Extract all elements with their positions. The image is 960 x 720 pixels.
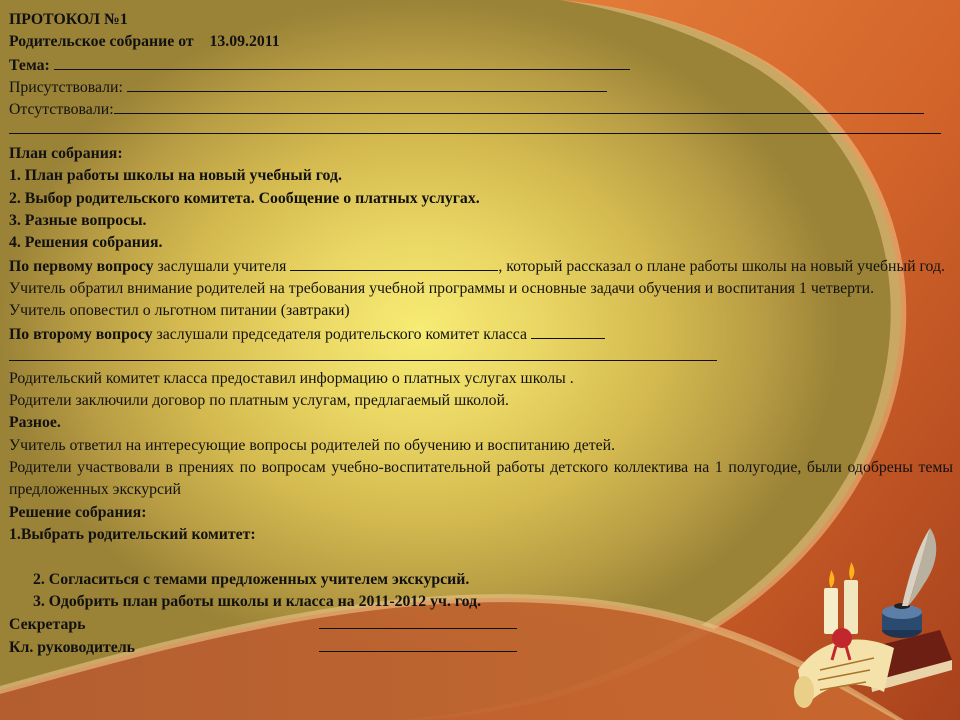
present-blank [127,76,607,92]
q2-text: заслушали председателя родительского комитет класса [156,325,528,343]
teacher-paragraph-2: Учитель оповестил о льготном питании (завтраки) [9,302,350,320]
decision-item-1: 1.Выбрать родительский комитет: [9,525,256,543]
absent-blank-line [9,121,953,143]
plan-item-3: 3. Разные вопросы. [9,212,147,230]
absent-blank [114,98,924,114]
q1-label: По первому вопросу [9,257,154,275]
class-teacher-label: Кл. руководитель [9,638,136,656]
plan-item-4: 4. Решения собрания. [9,234,163,252]
class-blank [531,323,605,339]
second-question-line [9,323,953,345]
absent-label: Отсутствовали: [9,101,114,119]
plan-heading: План собрания: [9,145,123,163]
topic-line [9,54,953,76]
misc-heading: Разное. [9,414,61,432]
secretary-signature-blank [319,613,517,629]
first-question-paragraph [9,255,953,278]
chairman-blank-line [9,345,953,367]
topic-blank [54,54,630,70]
contract-paragraph: Родители заключили договор по платным услугам, предлагаемый школой. [9,391,509,409]
plan-item-1: 1. План работы школы на новый учебный год. [9,167,342,185]
misc-paragraph-2: Родители участвовали в прениях по вопросам учебно-воспитательной работы детского коллектива на 1 полугодие, были одобрены темы предложенных экскурсий [9,458,953,499]
decision-heading: Решение собрания: [9,503,147,521]
present-label: Присутствовали: [9,79,123,97]
q1-text-b: , который рассказал о плане работы школы на новый учебный год. [498,257,945,275]
protocol-title: ПРОТОКОЛ №1 [9,11,128,28]
decision-item-2: 2. Согласиться с темами предложенных учителем экскурсий. [33,570,470,588]
q2-label: По второму вопросу [9,325,153,343]
q1-text-a: заслушали учителя [157,257,287,275]
meeting-date: 13.09.2011 [209,33,280,51]
meeting-date-line [9,31,953,53]
meeting-label: Родительское собрание от [9,33,194,51]
quill-inkwell-scroll-icon [790,520,960,720]
misc-paragraph-1: Учитель ответил на интересующие вопросы родителей по обучению и воспитанию детей. [9,436,616,454]
absent-line [9,98,953,120]
present-line [9,76,953,98]
decision-item-3: 3. Одобрить план работы школы и класса на 2011-2012 уч. год. [33,592,482,610]
topic-label: Тема: [9,56,50,74]
absent-blank-continued [9,121,941,134]
teacher-paragraph-1: Учитель обратил внимание родителей на требования учебной программы и основные задачи обучения и воспитания 1 четверти. [9,280,875,298]
teacher-name-blank [290,255,498,271]
committee-paragraph: Родительский комитет класса предоставил информацию о платных услугах школы . [9,369,574,387]
secretary-label: Секретарь [9,616,86,634]
chairman-name-blank [9,345,717,361]
plan-item-2: 2. Выбор родительского комитета. Сообщение о платных услугах. [9,189,480,207]
class-teacher-signature-blank [319,636,517,652]
